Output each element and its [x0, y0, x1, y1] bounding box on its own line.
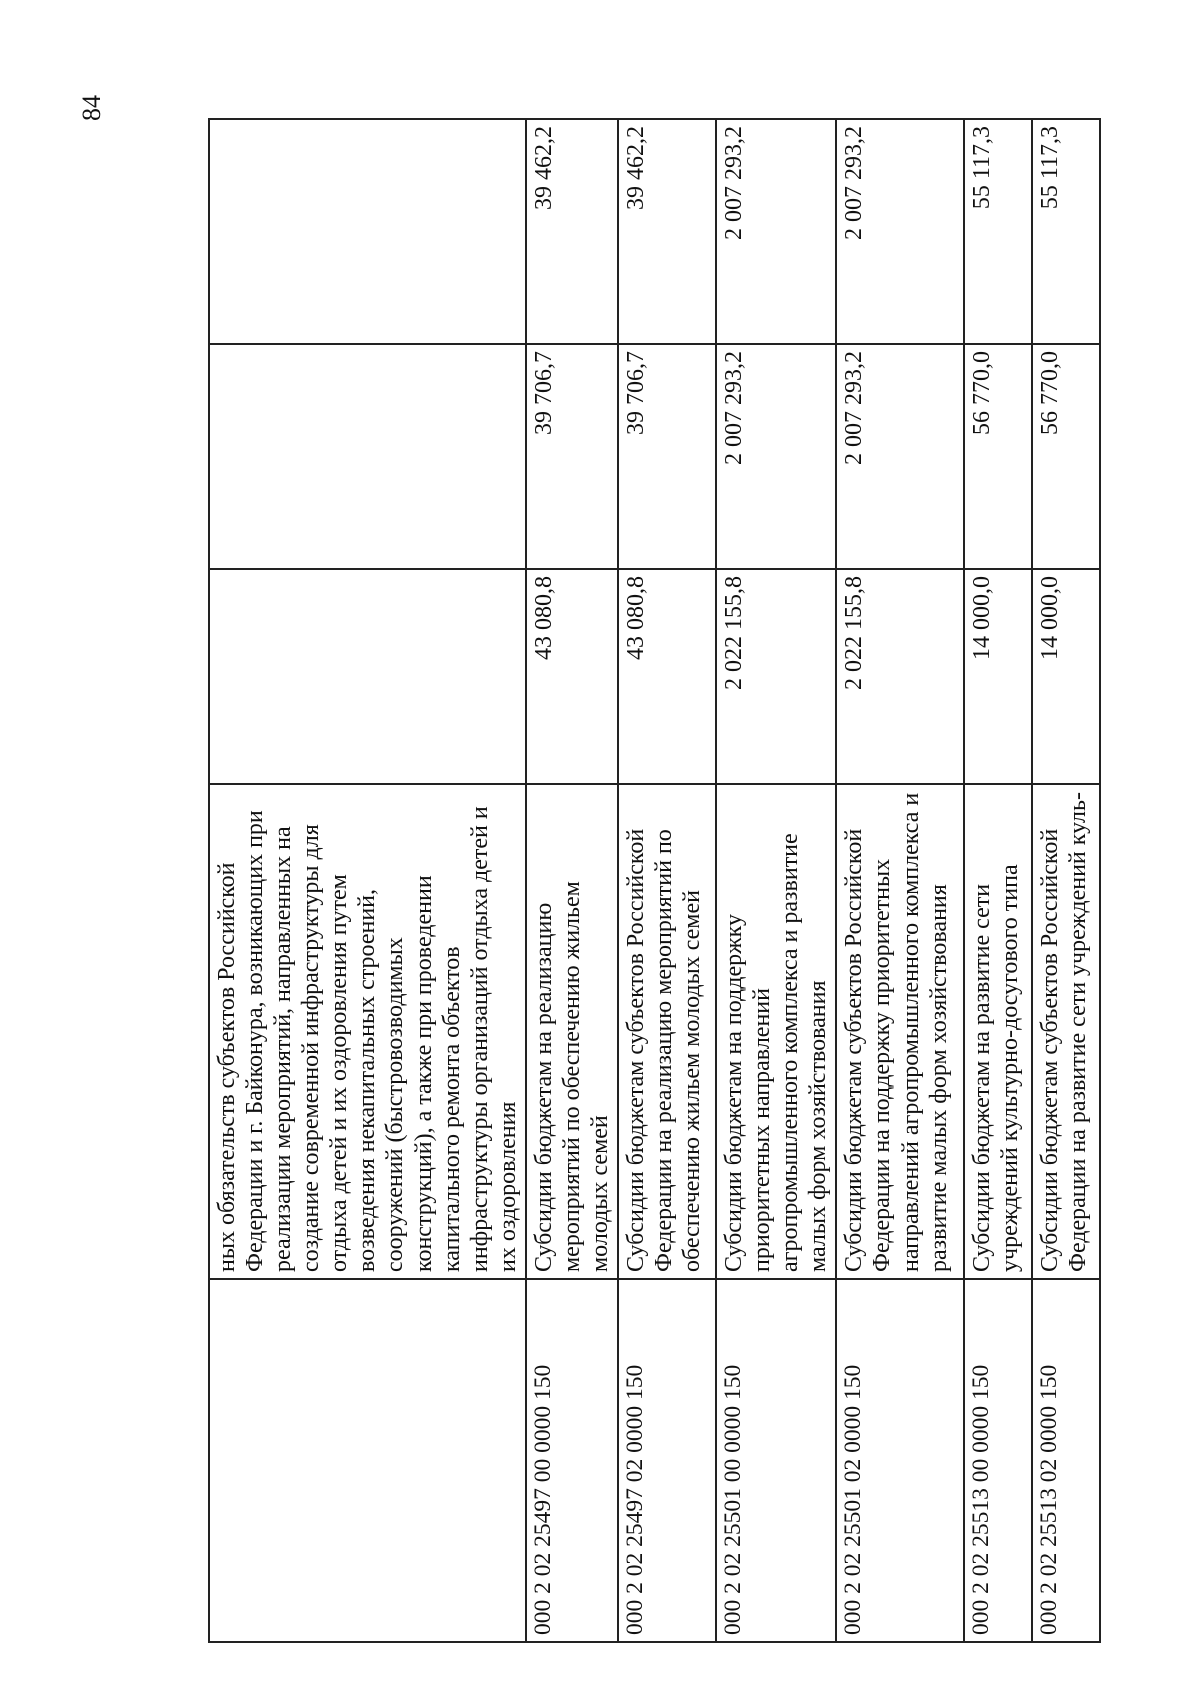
page-number	[72, 78, 112, 138]
table-row	[618, 119, 716, 1642]
value-cell-2: 56 770,0	[964, 344, 1032, 569]
value-cell-3: 39 462,2	[526, 119, 618, 344]
value-cell-1: 2 022 155,8	[836, 569, 964, 784]
description-cell: Субсидии бюджетам субъектов Российской Федерации на развитие сети учреждений куль-	[1032, 784, 1100, 1279]
value-cell-3: 2 007 293,2	[716, 119, 836, 344]
value-cell-1: 43 080,8	[526, 569, 618, 784]
value-cell-3: 2 007 293,2	[836, 119, 964, 344]
value-cell-3: 39 462,2	[618, 119, 716, 344]
value-cell-3: 55 117,3	[964, 119, 1032, 344]
table-row	[964, 119, 1032, 1642]
value-cell-3: 55 117,3	[1032, 119, 1100, 344]
budget-code-cell: 000 2 02 25513 02 0000 150	[1032, 1279, 1100, 1642]
value-cell-3	[209, 119, 526, 344]
value-cell-1: 14 000,0	[1032, 569, 1100, 784]
value-cell-1: 14 000,0	[964, 569, 1032, 784]
budget-code-cell: 000 2 02 25501 00 0000 150	[716, 1279, 836, 1642]
value-cell-2	[209, 344, 526, 569]
description-cell: Субсидии бюджетам субъектов Российской Федерации на поддержку приоритетных направлений агропромышленного комплекса и развитие малых форм хозяйствования	[836, 784, 964, 1279]
budget-code-cell: 000 2 02 25497 02 0000 150	[618, 1279, 716, 1642]
description-cell: Субсидии бюджетам на реализацию мероприятий по обеспечению жильем молодых семей	[526, 784, 618, 1279]
value-cell-1	[209, 569, 526, 784]
rotated-table-container	[208, 120, 1100, 1643]
budget-code-cell	[209, 1279, 526, 1642]
table-row	[526, 119, 618, 1642]
description-cell: Субсидии бюджетам на поддержку приоритетных направлений агропромышленного комплекса и развитие малых форм хозяйствования	[716, 784, 836, 1279]
table-row	[1032, 119, 1100, 1642]
budget-revenue-table	[208, 118, 1101, 1643]
value-cell-2: 2 007 293,2	[716, 344, 836, 569]
table-row	[836, 119, 964, 1642]
page-number-text: 84	[77, 95, 106, 121]
budget-code-cell: 000 2 02 25501 02 0000 150	[836, 1279, 964, 1642]
description-cell: ных обязательств субъектов Российской Федерации и г. Байконура, возникающих при реализации мероприятий, направленных на создание современной инфраструктуры для отдыха детей и их оздоровления путем возведения некапитальных строений, сооружений (быстровозводимых конструкций), а также при проведении капитального ремонта объектов инфраструктуры организаций отдыха детей и их оздоровления	[209, 784, 526, 1279]
value-cell-2: 56 770,0	[1032, 344, 1100, 569]
budget-code-cell: 000 2 02 25513 00 0000 150	[964, 1279, 1032, 1642]
table-row	[209, 119, 526, 1642]
value-cell-1: 2 022 155,8	[716, 569, 836, 784]
description-cell: Субсидии бюджетам субъектов Российской Федерации на реализацию мероприятий по обеспечению жильем молодых семей	[618, 784, 716, 1279]
description-cell: Субсидии бюджетам на развитие сети учреждений культурно-досугового типа	[964, 784, 1032, 1279]
value-cell-1: 43 080,8	[618, 569, 716, 784]
table-row	[716, 119, 836, 1642]
value-cell-2: 39 706,7	[526, 344, 618, 569]
value-cell-2: 39 706,7	[618, 344, 716, 569]
value-cell-2: 2 007 293,2	[836, 344, 964, 569]
budget-code-cell: 000 2 02 25497 00 0000 150	[526, 1279, 618, 1642]
